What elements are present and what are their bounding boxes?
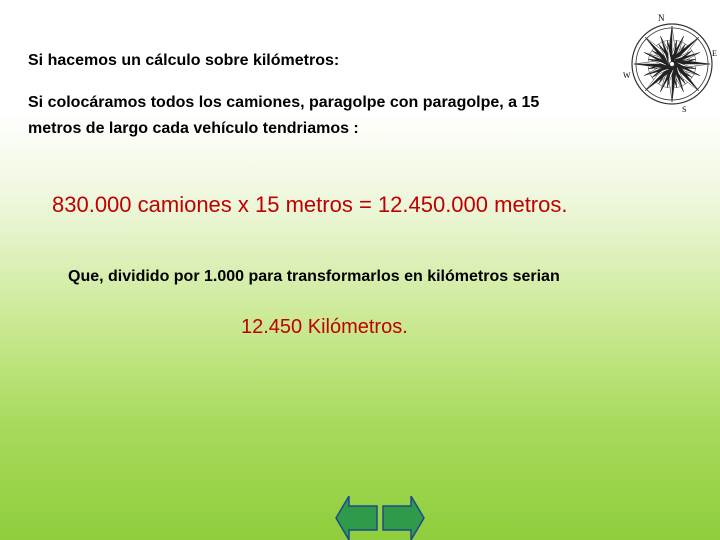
slide-heading: Si hacemos un cálculo sobre kilómetros:: [28, 52, 340, 69]
forward-button[interactable]: [383, 496, 424, 540]
paragraph-line-2: metros de largo cada vehículo tendriamos :: [28, 120, 359, 137]
calculation-text: 830.000 camiones x 15 metros = 12.450.000 metros.: [52, 192, 568, 217]
compass-north-label: N: [658, 13, 665, 23]
compass-south-label: S: [682, 105, 687, 112]
compass-west-label: W: [623, 71, 631, 80]
compass-rose-icon: [620, 8, 720, 112]
paragraph-line-1: Si colocáramos todos los camiones, paragolpe con paragolpe, a 15: [28, 94, 540, 111]
arrow-left-icon: [336, 496, 377, 540]
navigation-arrows: [335, 496, 425, 540]
division-text: Que, dividido por 1.000 para transformarlos en kilómetros serian: [68, 268, 560, 285]
result-text: 12.450 Kilómetros.: [241, 316, 408, 338]
compass-east-label: E: [712, 49, 717, 58]
arrow-right-icon: [383, 496, 424, 540]
back-button[interactable]: [336, 496, 377, 540]
